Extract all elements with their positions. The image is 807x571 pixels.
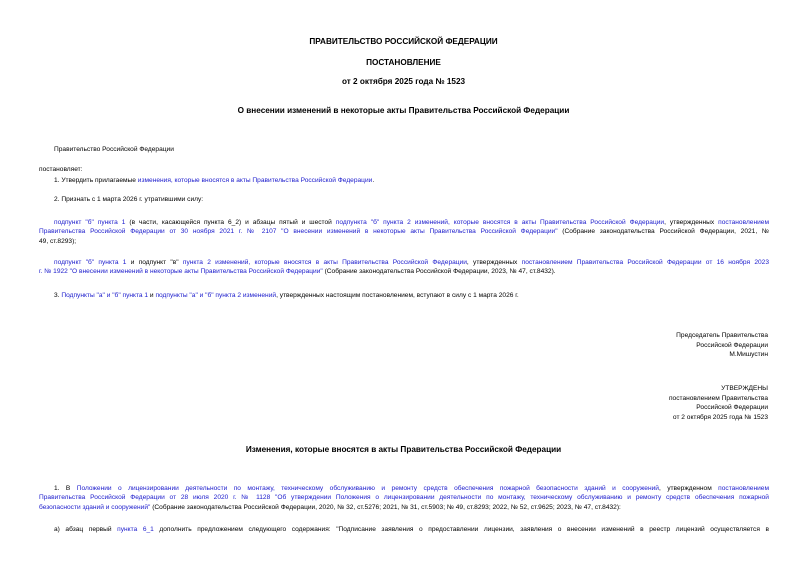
item-2-sub-1-link-4[interactable]: Правительства Российской Федерации от 30 ноября 2021 г. № 2107 "О внесении изменений в некоторые акты Правительства Российской Федерации" bbox=[39, 228, 558, 236]
item-2-sub-2-link-1[interactable]: подпункт "б" пункта 1 bbox=[54, 259, 127, 266]
item-2-sub-2-text-2: , утвержденных bbox=[466, 259, 522, 266]
item-3-text-2: , утвержденных настоящим постановлением, вступают в силу с 1 марта 2026 г. bbox=[276, 292, 519, 299]
item-1-link[interactable]: изменения, которые вносятся в акты Правительства Российской Федерации bbox=[137, 177, 373, 184]
change-1-prefix: 1. В bbox=[54, 485, 77, 492]
item-1 bbox=[54, 177, 374, 185]
change-1a-row-1 bbox=[39, 525, 769, 534]
item-2: 2. Признать с 1 марта 2026 г. утратившими силу: bbox=[54, 196, 204, 203]
changes-title: Изменения, которые вносятся в акты Правительства Российской Федерации bbox=[245, 445, 562, 454]
change-1-link-1[interactable]: Положении о лицензировании деятельности по монтажу, техническому обслуживанию и ремонту средств обеспечения пожарной безопасности зданий и сооружений bbox=[76, 485, 659, 492]
item-1-prefix: 1. Утвердить прилагаемые bbox=[54, 177, 138, 184]
approved-org: Российской Федерации bbox=[696, 404, 768, 411]
change-1a-prefix: а) абзац первый bbox=[54, 526, 118, 533]
change-1-text-1: , утвержденном bbox=[658, 485, 719, 492]
item-2-sub-1-link-2[interactable]: подпункта "б" пункта 2 изменений, которые вносятся в акты Правительства Российской Федерации bbox=[335, 219, 665, 226]
change-1-row-3 bbox=[39, 503, 769, 512]
item-2-sub-1-text-1: (в части, касающейся пункта 6_2) и абзацы пятый и шестой bbox=[125, 219, 336, 226]
item-2-sub-2-link-4[interactable]: г. № 1922 "О внесении изменений в некоторые акты Правительства Российской Федерации" bbox=[39, 268, 323, 276]
item-3-prefix: 3. bbox=[54, 292, 62, 299]
item-2-sub-1-link-1[interactable]: подпункт "б" пункта 1 bbox=[54, 219, 126, 226]
item-2-sub-1-row-1 bbox=[39, 218, 769, 227]
doc-title: О внесении изменений в некоторые акты Правительства Российской Федерации bbox=[237, 106, 570, 115]
change-1-link-3[interactable]: Правительства Российской Федерации от 28 июля 2020 г. № 1128 "Об утверждении Положения о лицензировании деятельности по монтажу, техническому обслуживанию и ремонту средств обеспечения пожарной bbox=[39, 494, 769, 502]
doc-date-number: от 2 октября 2025 года № 1523 bbox=[341, 77, 466, 86]
change-1a bbox=[39, 525, 769, 534]
item-2-sub-1-row-3: 49, ст.8293); bbox=[39, 237, 77, 245]
approved-heading: УТВЕРЖДЕНЫ bbox=[721, 385, 768, 392]
signature-name: М.Мишустин bbox=[729, 351, 768, 358]
item-3-link-1[interactable]: Подпункты "а" и "б" пункта 1 bbox=[61, 292, 149, 299]
item-2-sub-2-link-3[interactable]: постановлением Правительства Российской Федерации от 16 ноября 2023 bbox=[521, 259, 769, 266]
change-1a-text-1: дополнить предложением следующего содержания: "Подписание заявления о предоставлении лицензии, заявления о внесении изменений в реестр лицензий осуществляется в bbox=[153, 526, 769, 533]
item-1-suffix: . bbox=[372, 177, 375, 184]
item-2-sub-1 bbox=[39, 218, 769, 246]
item-2-sub-1-row-2 bbox=[39, 227, 769, 236]
change-1-row-2 bbox=[39, 493, 769, 502]
item-3 bbox=[54, 292, 519, 300]
signature-position: Председатель Правительства bbox=[676, 332, 768, 339]
signature-block bbox=[676, 331, 768, 360]
approved-date: от 2 октября 2025 года № 1523 bbox=[672, 413, 768, 421]
change-1a-link-1[interactable]: пункта 6_1 bbox=[117, 526, 154, 533]
change-1 bbox=[39, 484, 769, 512]
doc-type-heading: ПОСТАНОВЛЕНИЕ bbox=[366, 58, 441, 67]
change-1-link-4[interactable]: безопасности зданий и сооружений" bbox=[39, 503, 151, 511]
item-2-sub-2-text-3: (Собрание законодательства Российской Федерации, 2023, № 47, ст.8432). bbox=[322, 268, 556, 276]
item-3-link-2[interactable]: подпункты "а" и "б" пункта 2 изменений bbox=[155, 292, 277, 299]
change-1-text-2: (Собрание законодательства Российской Федерации, 2020, № 32, ст.5276; 2021, № 31, ст.5903; № 49, ст.8293; 2022, № 52, ст.9625; 2023, № 47, ст.8432): bbox=[150, 503, 621, 511]
item-2-sub-2-text-1: и подпункт "в" bbox=[126, 259, 183, 266]
item-2-sub-2 bbox=[39, 258, 769, 277]
org-heading: ПРАВИТЕЛЬСТВО РОССИЙСКОЙ ФЕДЕРАЦИИ bbox=[309, 37, 498, 46]
preamble-verb: постановляет: bbox=[39, 166, 83, 173]
item-2-sub-2-row-2 bbox=[39, 267, 769, 276]
change-1-link-2[interactable]: постановлением bbox=[718, 485, 769, 492]
item-3-text-1: и bbox=[148, 292, 156, 299]
change-1-row-1 bbox=[39, 484, 769, 493]
item-2-sub-2-link-2[interactable]: пункта 2 изменений, которые вносятся в акты Правительства Российской Федерации bbox=[182, 259, 467, 266]
signature-org: Российской Федерации bbox=[696, 341, 768, 349]
item-2-sub-2-row-1 bbox=[39, 258, 769, 267]
preamble-subject: Правительство Российской Федерации bbox=[54, 146, 174, 153]
item-2-sub-1-text-3: (Собрание законодательства Российской Федерации, 2021, № bbox=[557, 228, 769, 236]
item-2-sub-1-text-2: , утвержденных bbox=[664, 219, 719, 226]
item-2-sub-1-link-3[interactable]: постановлением bbox=[718, 219, 769, 226]
approved-block bbox=[669, 384, 768, 422]
approved-by: постановлением Правительства bbox=[668, 394, 768, 402]
